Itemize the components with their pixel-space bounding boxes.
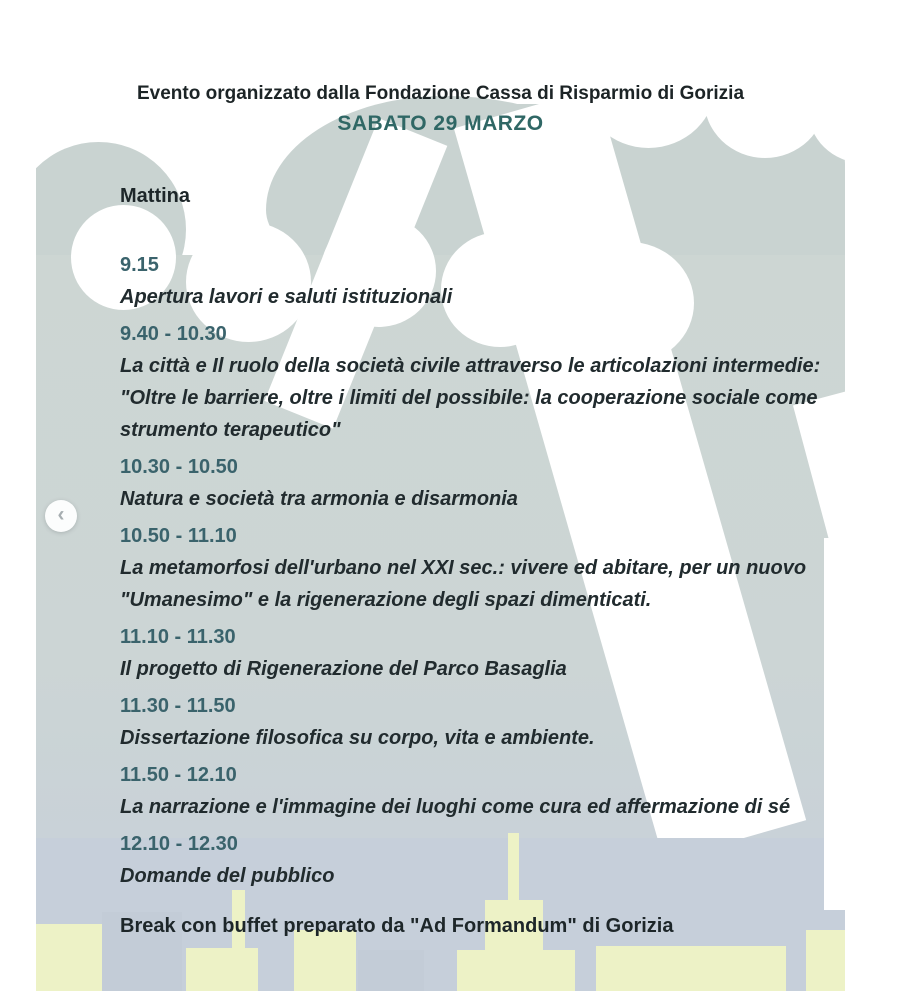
building-silhouette [596,946,786,991]
session-description: Dissertazione filosofica su corpo, vita e ambiente. [120,727,595,749]
session-label: Mattina [120,185,190,207]
session-description: Apertura lavori e saluti istituzionali [120,286,453,308]
schedule-item [120,690,825,754]
time-label: 9.15 [120,254,159,276]
schedule-item [120,451,825,515]
session-description: La città e Il ruolo della società civile attraverso le articolazioni intermedie: "Oltre le barriere, oltre i limiti del possibile: la cooperazione sociale come strumento terapeutico" [120,355,821,441]
time-label: 11.50 - 12.10 [120,764,237,786]
session-description: Il progetto di Rigenerazione del Parco Basaglia [120,658,567,680]
session-description: Natura e società tra armonia e disarmonia [120,488,518,510]
schedule-item [120,759,825,823]
session-description: La narrazione e l'immagine dei luoghi come cura ed affermazione di sé [120,796,791,818]
event-title: Evento organizzato dalla Fondazione Cassa di Risparmio di Gorizia [136,83,745,104]
building-silhouette [806,930,845,991]
schedule-item [120,318,825,446]
flyer-image [36,0,845,991]
building-silhouette [186,948,258,991]
schedule-list [120,249,825,897]
schedule-item [120,249,825,313]
time-label: 11.10 - 11.30 [120,626,236,648]
building-silhouette [294,930,356,991]
session-description: Domande del pubblico [120,865,335,887]
session-description: La metamorfosi dell'urbano nel XXI sec.: vivere ed abitare, per un nuovo "Umanesimo" e la rigenerazione degli spazi dimenticati. [120,557,807,611]
carousel-previous-button[interactable] [45,500,77,532]
chevron-left-icon: ‹ [57,503,65,526]
building-silhouette [358,950,424,991]
time-label: 10.30 - 10.50 [120,456,238,478]
event-date: SABATO 29 MARZO [337,112,544,135]
building-spire [232,890,245,991]
schedule-item [120,520,825,616]
time-label: 12.10 - 12.30 [120,833,238,855]
building-silhouette [36,924,111,991]
time-label: 11.30 - 11.50 [120,695,236,717]
schedule-item [120,828,825,892]
white-edge-stripe [824,538,845,910]
schedule-item [120,621,825,685]
time-label: 10.50 - 11.10 [120,525,237,547]
time-label: 9.40 - 10.30 [120,323,227,345]
building-silhouette [457,950,575,991]
break-note: Break con buffet preparato da "Ad Formandum" di Gorizia [120,915,674,937]
